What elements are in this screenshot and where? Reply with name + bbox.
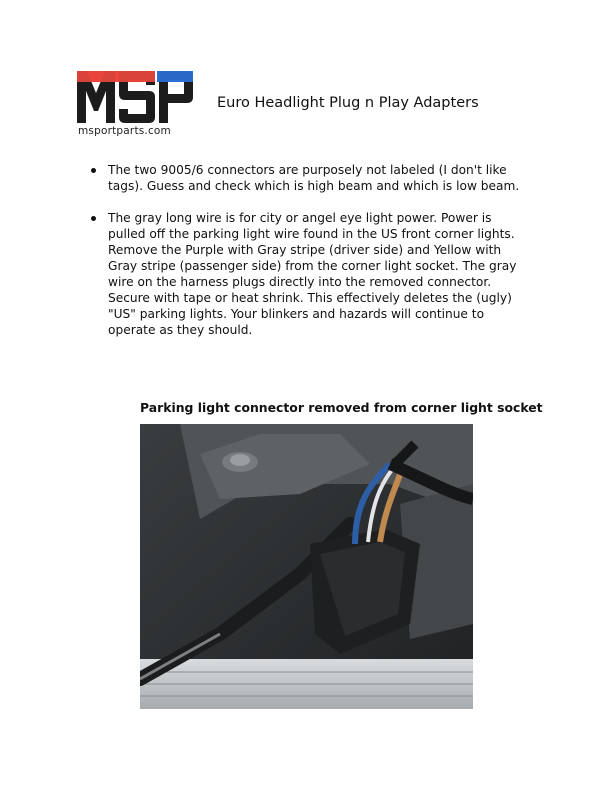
list-item-text: The two 9005/6 connectors are purposely not labeled (I don't like tags). Guess and check which is high beam and which is low beam.: [108, 163, 520, 193]
logo-url: msportparts.com: [78, 125, 171, 137]
msp-logo: [77, 71, 193, 137]
list-item-text: The gray long wire is for city or angel eye light power. Power is pulled off the parking light wire found in the US front corner lights. Remove the Purple with Gray stripe (driver side) and Yellow with Gray stripe (passenger side) from the corner light socket. The gray wire on the harness plugs directly into the removed connector. Secure with tape or heat shrink. This effectively deletes the (ugly) "US" parking lights. Your blinkers and hazards will continue to operate as they should.: [108, 211, 517, 337]
instruction-list: [91, 162, 531, 338]
bullet-icon: [91, 216, 96, 221]
photo-caption: Parking light connector removed from corner light socket: [140, 400, 543, 415]
list-item: [91, 210, 531, 338]
document-title: Euro Headlight Plug n Play Adapters: [217, 95, 479, 111]
list-item: [91, 162, 531, 194]
bullet-icon: [91, 168, 96, 173]
photo-connector-image: [140, 424, 473, 709]
msp-logo-mark: [77, 71, 193, 123]
